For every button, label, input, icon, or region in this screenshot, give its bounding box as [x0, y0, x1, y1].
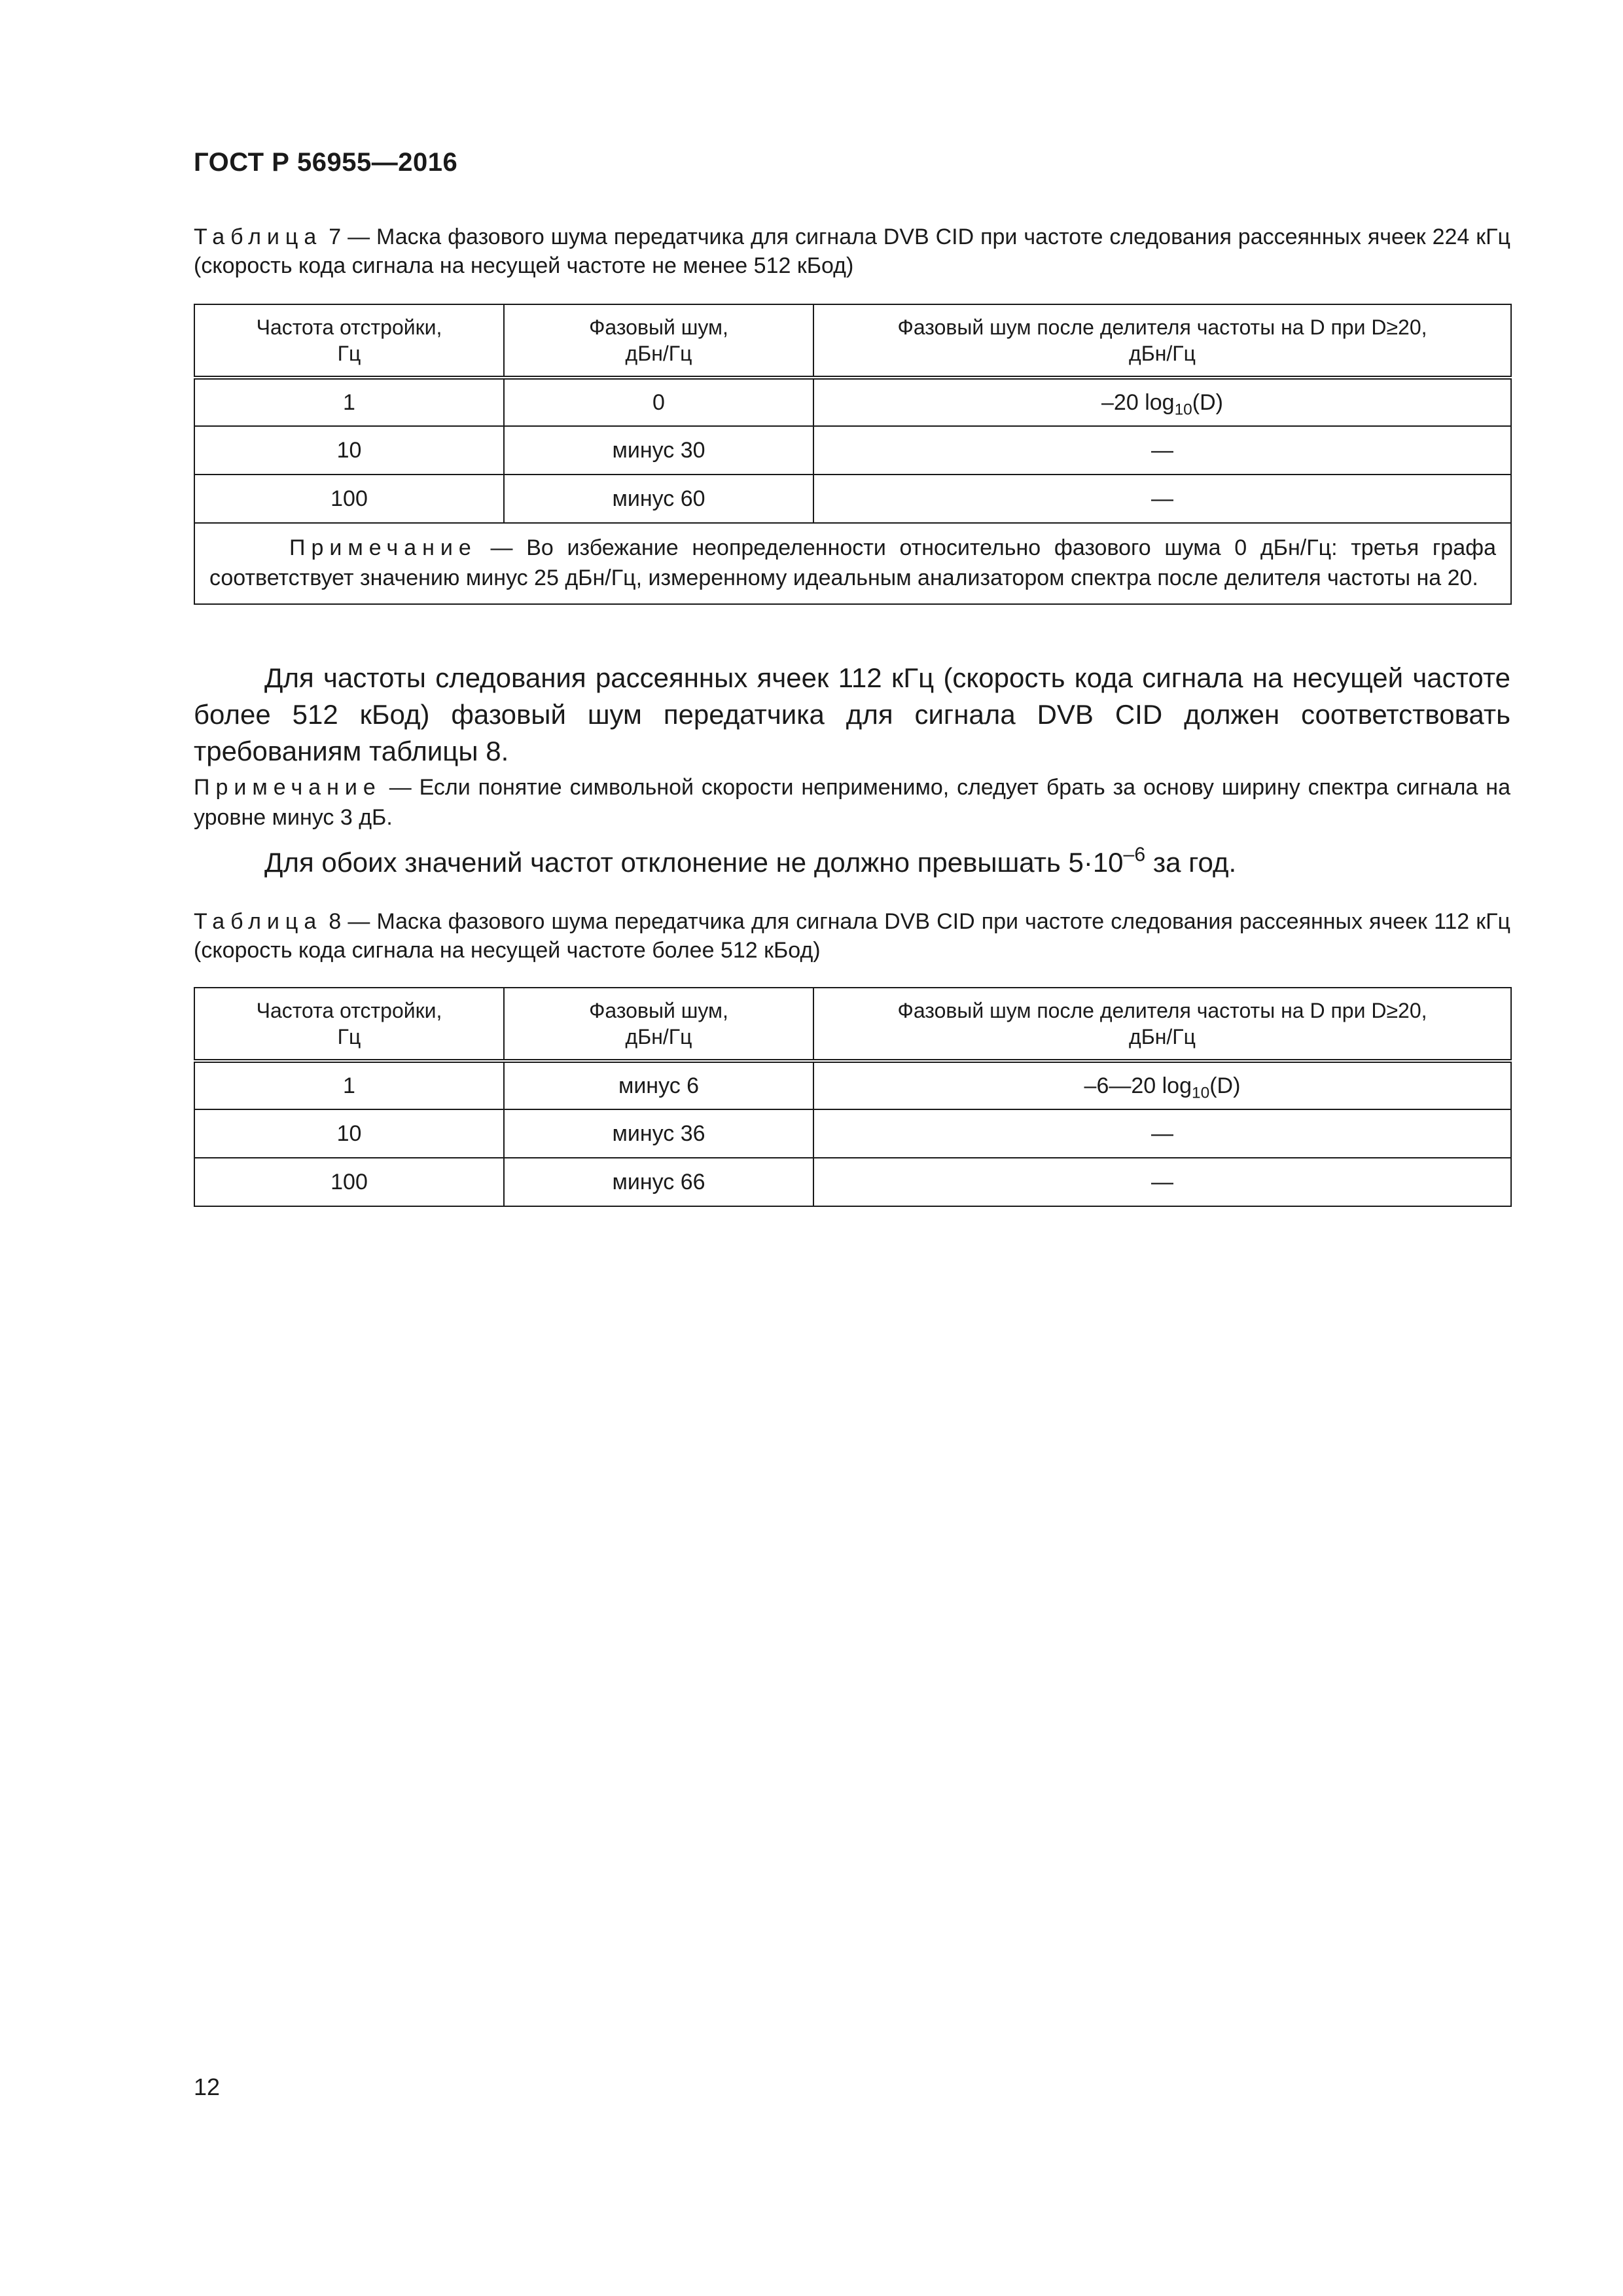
table7-header-frequency [194, 304, 504, 378]
table7-header-divided-noise [813, 304, 1511, 378]
table7-header-frequency-unit: Гц [337, 342, 361, 365]
body-paragraph-2 [194, 844, 1510, 881]
table7-header-phase-noise [504, 304, 813, 378]
cell-phase-noise: минус 30 [504, 426, 813, 475]
table7-header-phase-noise-line1: Фазовый шум, [589, 315, 728, 339]
table8-caption-label: Таблица [194, 909, 323, 934]
table8 [194, 987, 1512, 1207]
table8-caption [194, 907, 1510, 965]
body-paragraph-2-prefix: Для обоих значений частот отклонение не должно превышать 5·10 [264, 847, 1124, 878]
table8-header-frequency-unit: Гц [337, 1025, 361, 1049]
formula-prefix: –20 log [1101, 389, 1175, 415]
table7-header-divided-noise-line1: Фазовый шум после делителя частоты на D при D≥20, [897, 315, 1427, 339]
body-paragraph-2-exponent: –6 [1123, 844, 1146, 866]
formula-prefix: –6—20 log [1084, 1073, 1192, 1098]
cell-phase-noise: минус 66 [504, 1158, 813, 1206]
table8-header-divided-noise [813, 988, 1511, 1061]
note-symbol-rate-label: Примечание [194, 775, 382, 800]
table8-header-divided-noise-unit: дБн/Гц [1129, 1025, 1196, 1049]
cell-phase-noise: 0 [504, 378, 813, 426]
table7-caption-text: 7 — Маска фазового шума передатчика для сигнала DVB CID при частоте следования рассеянных ячеек 224 кГц (скорость кода сигнала на несущей частоте не менее 512 кБод) [194, 224, 1510, 278]
table7-note-label: Примечание [289, 535, 477, 560]
table-row [194, 1158, 1511, 1206]
note-symbol-rate-text: — Если понятие символьной скорости неприменимо, следует брать за основу ширину спектра сигнала на уровне минус 3 дБ. [194, 775, 1510, 830]
table-row [194, 378, 1511, 426]
table7-header-frequency-line1: Частота отстройки, [256, 315, 442, 339]
table7-header-divided-noise-unit: дБн/Гц [1129, 342, 1196, 365]
cell-phase-noise: минус 60 [504, 475, 813, 523]
cell-divided-noise: — [813, 426, 1511, 475]
cell-frequency: 100 [194, 475, 504, 523]
table7-caption-label: Таблица [194, 224, 323, 249]
table7-header-row [194, 304, 1511, 378]
cell-divided-noise: — [813, 1158, 1511, 1206]
cell-frequency: 100 [194, 1158, 504, 1206]
cell-frequency: 1 [194, 378, 504, 426]
table8-header-phase-noise-unit: дБн/Гц [625, 1025, 692, 1049]
table8-header-frequency [194, 988, 504, 1061]
formula-suffix: (D) [1209, 1073, 1241, 1098]
cell-frequency: 10 [194, 1109, 504, 1158]
table7 [194, 304, 1512, 605]
table8-header-divided-noise-line1: Фазовый шум после делителя частоты на D при D≥20, [897, 999, 1427, 1022]
table8-header-row [194, 988, 1511, 1061]
cell-phase-noise: минус 36 [504, 1109, 813, 1158]
cell-divided-noise [813, 1061, 1511, 1109]
body-paragraph-2-suffix: за год. [1145, 847, 1237, 878]
cell-divided-noise: — [813, 1109, 1511, 1158]
table-row [194, 475, 1511, 523]
formula-suffix: (D) [1192, 389, 1223, 415]
table7-note-row [194, 523, 1511, 604]
document-header: ГОСТ Р 56955—2016 [194, 148, 458, 177]
table8-header-phase-noise [504, 988, 813, 1061]
cell-frequency: 1 [194, 1061, 504, 1109]
cell-frequency: 10 [194, 426, 504, 475]
cell-divided-noise [813, 378, 1511, 426]
page-number: 12 [194, 2073, 221, 2100]
table8-header-phase-noise-line1: Фазовый шум, [589, 999, 728, 1022]
table-row [194, 1109, 1511, 1158]
cell-divided-noise: — [813, 475, 1511, 523]
table7-caption [194, 223, 1510, 280]
table7-note-text: — Во избежание неопределенности относительно фазового шума 0 дБн/Гц: третья графа соответствует значению минус 25 дБн/Гц, измеренному идеальным анализатором спектра после делителя частоты на 20. [209, 535, 1496, 590]
table-row [194, 426, 1511, 475]
table7-header-phase-noise-unit: дБн/Гц [625, 342, 692, 365]
formula-subscript: 10 [1192, 1083, 1210, 1102]
note-symbol-rate [194, 772, 1510, 833]
table8-header-frequency-line1: Частота отстройки, [256, 999, 442, 1022]
cell-phase-noise: минус 6 [504, 1061, 813, 1109]
body-paragraph-1-text: Для частоты следования рассеянных ячеек 112 кГц (скорость кода сигнала на несущей частоте более 512 кБод) фазовый шум передатчика для сигнала DVB CID должен соответствовать требованиям таблицы 8. [194, 662, 1510, 766]
table8-caption-text: 8 — Маска фазового шума передатчика для сигнала DVB CID при частоте следования рассеянных ячеек 112 кГц (скорость кода сигнала на несущей частоте более 512 кБод) [194, 909, 1510, 963]
table-row [194, 1061, 1511, 1109]
body-paragraph-1 [194, 660, 1510, 770]
table7-note [194, 523, 1511, 604]
formula-subscript: 10 [1174, 400, 1192, 418]
